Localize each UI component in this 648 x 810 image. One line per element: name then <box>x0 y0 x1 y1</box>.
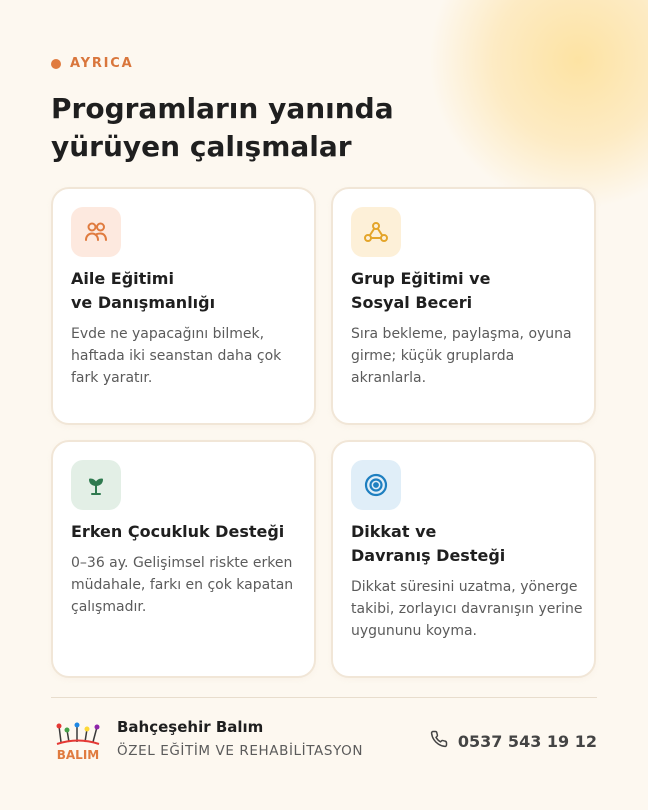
logo-text: BALIM <box>56 748 100 762</box>
card-title <box>351 267 586 315</box>
brand-subtitle: ÖZEL EĞİTİM VE REHABİLİTASYON <box>117 743 364 759</box>
title-line-1: Programların yanında <box>51 92 394 125</box>
page-title <box>51 90 471 166</box>
footer-divider <box>51 697 597 698</box>
card-title <box>71 267 306 315</box>
phone-icon <box>430 730 448 752</box>
sprout-icon <box>71 460 121 510</box>
card-group-education <box>331 187 596 425</box>
card-family-education <box>51 187 316 425</box>
card-title-line: Erken Çocukluk Desteği <box>71 522 285 541</box>
phone-link[interactable] <box>430 730 597 752</box>
card-title <box>71 520 306 544</box>
eyebrow <box>51 56 133 71</box>
card-title-line: Grup Eğitimi ve <box>351 269 491 288</box>
phone-number: 0537 543 19 12 <box>457 731 597 751</box>
card-text: Evde ne yapacağını bilmek, haftada iki seanstan daha çok fark yaratır. <box>71 326 282 386</box>
card-title-line: Davranış Desteği <box>351 546 506 565</box>
card-early-childhood <box>51 440 316 678</box>
card-title <box>351 520 586 568</box>
card-text: Sıra bekleme, paylaşma, oyuna girme; küçük gruplarda akranlarla. <box>351 326 572 386</box>
target-icon <box>351 460 401 510</box>
eyebrow-label: AYRICA <box>70 56 134 71</box>
title-line-2: yürüyen çalışmalar <box>51 130 352 163</box>
eyebrow-dot <box>51 59 61 69</box>
card-attention-behavior <box>331 440 596 678</box>
network-icon <box>351 207 401 257</box>
card-title-line: Sosyal Beceri <box>351 293 473 312</box>
card-title-line: ve Danışmanlığı <box>71 293 216 312</box>
card-title-line: Dikkat ve <box>351 522 437 541</box>
brand-logo <box>51 722 105 762</box>
card-text: Dikkat süresini uzatma, yönerge takibi, zorlayıcı davranışın yerine uygununu koyma. <box>351 579 583 639</box>
card-text: 0–36 ay. Gelişimsel riskte erken müdahale, farkı en çok kapatan çalışmadır. <box>71 555 294 615</box>
brand-name: Bahçeşehir Balım <box>117 718 264 736</box>
people-icon <box>71 207 121 257</box>
card-title-line: Aile Eğitimi <box>71 269 174 288</box>
